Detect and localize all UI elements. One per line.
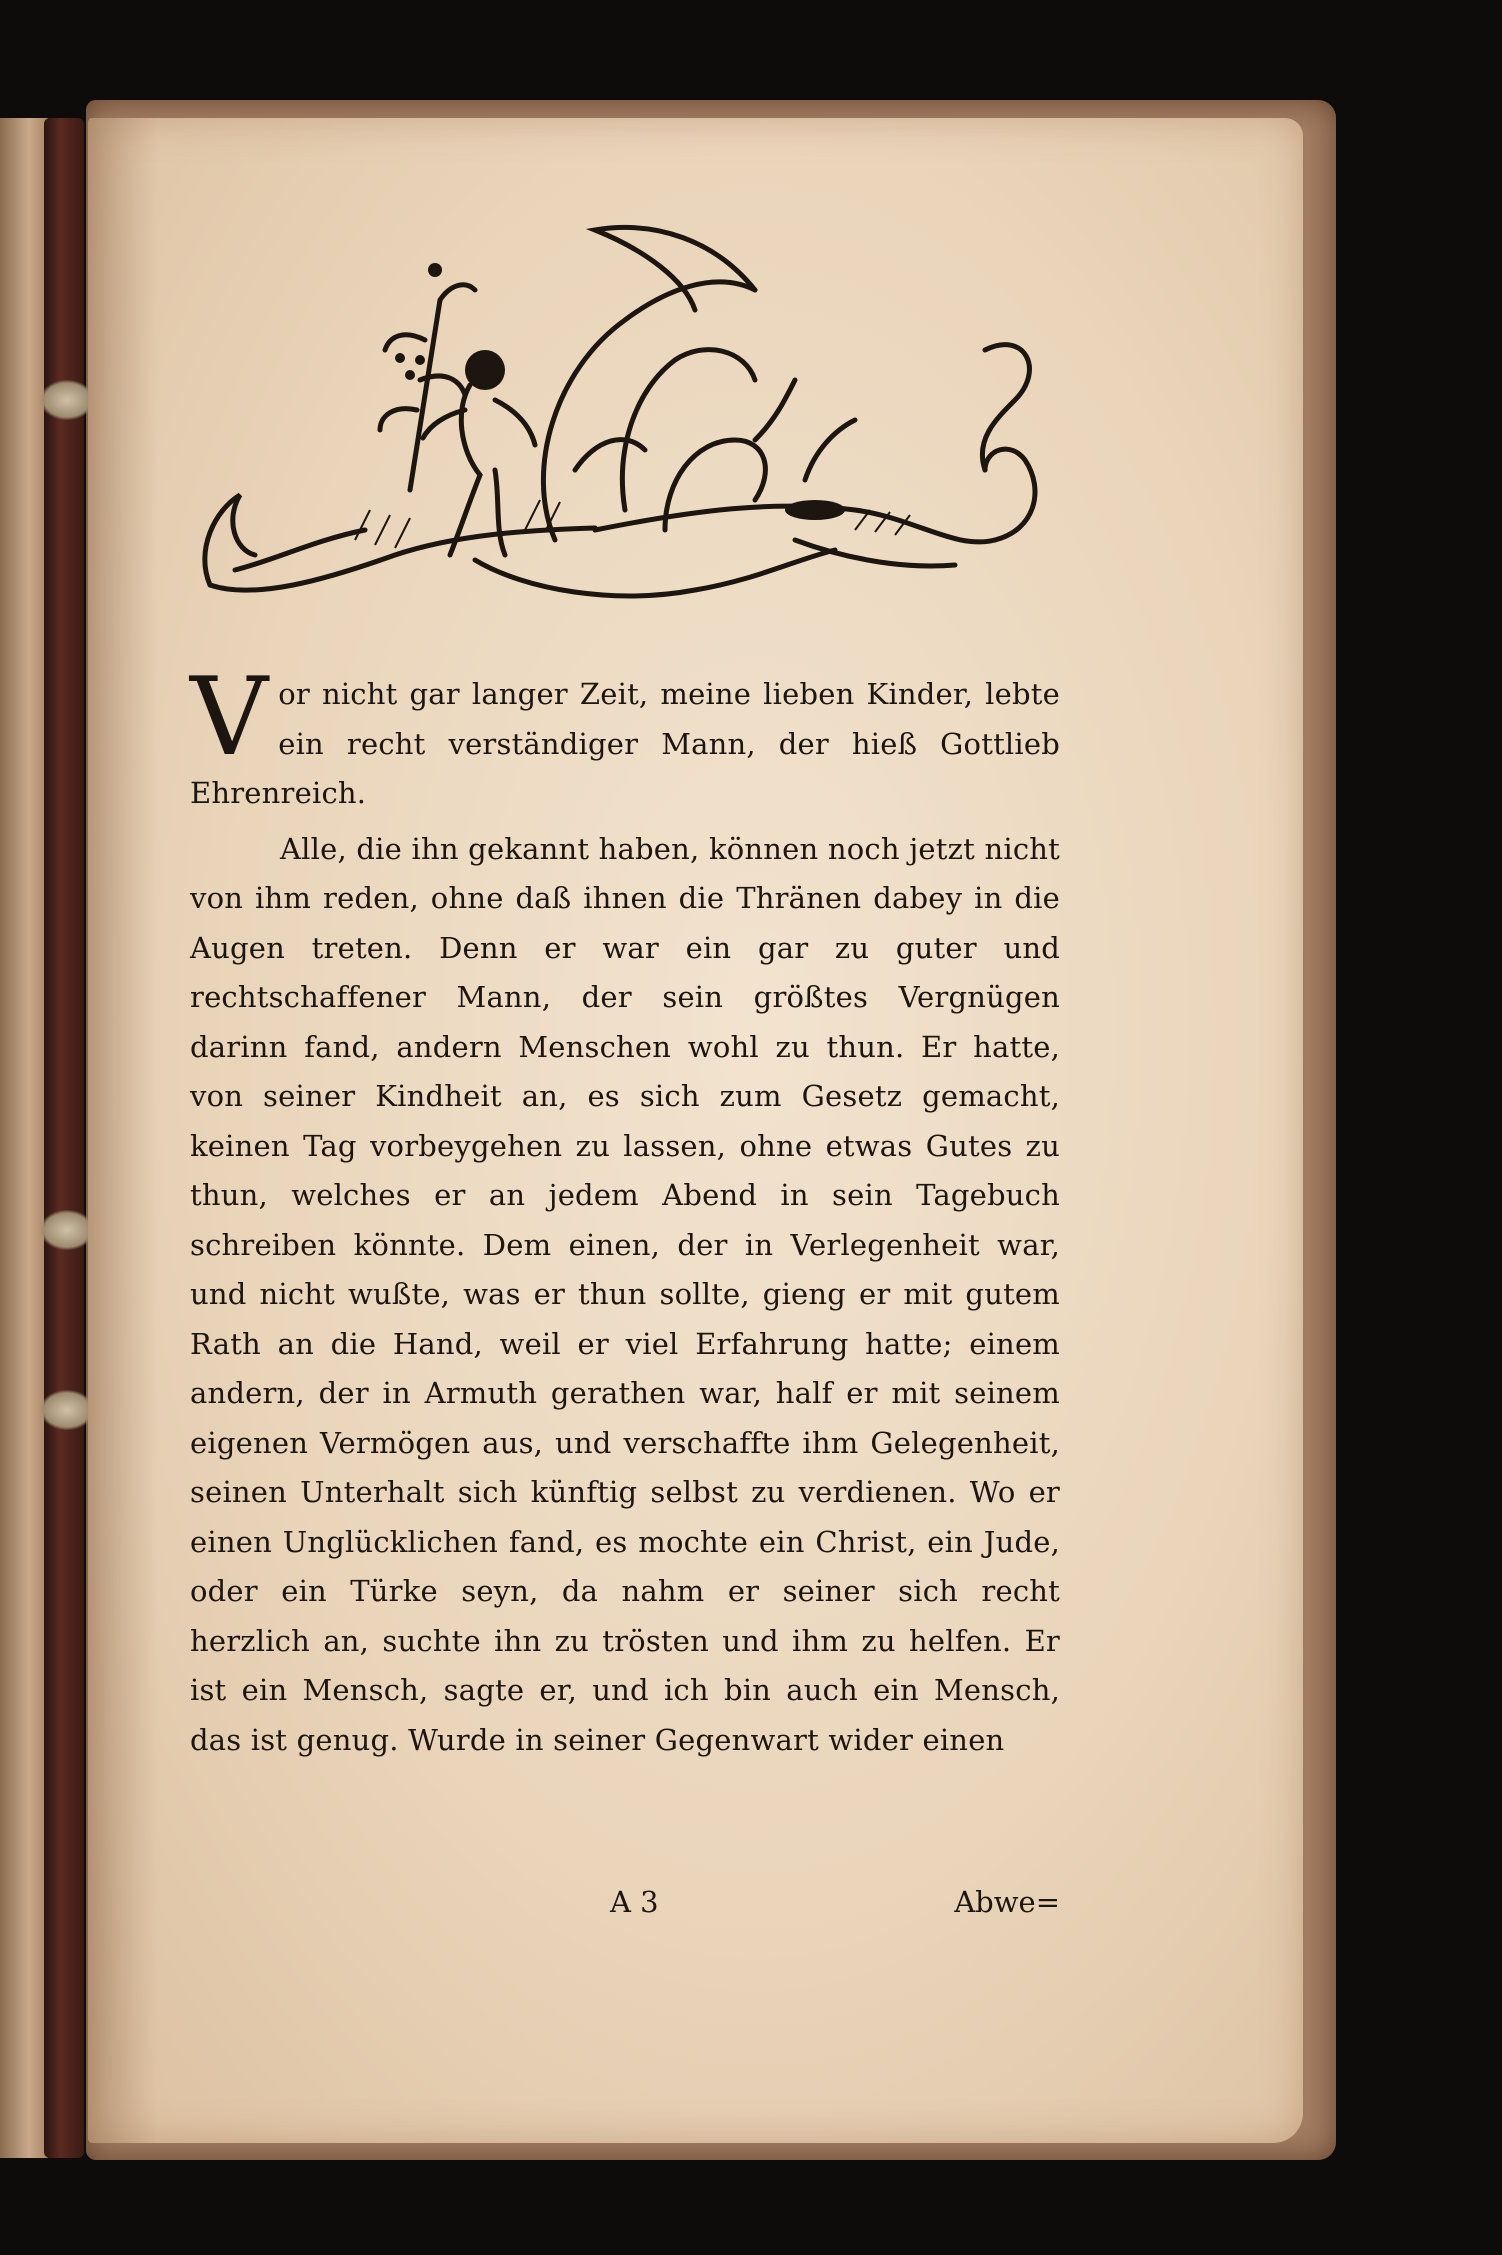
signature-mark: A 3 <box>610 1885 659 1919</box>
left-page-edge <box>0 118 48 2158</box>
ornament-vignette-icon <box>195 210 1065 610</box>
drop-cap: V <box>190 655 269 780</box>
binding-thread <box>40 380 94 420</box>
catchword: Abwe= <box>954 1885 1060 1919</box>
gutter-shadow <box>88 118 158 2143</box>
page-footer <box>190 1885 1060 1935</box>
paragraph-main: Alle, die ihn gekannt haben, können noch jetzt nicht von ihm reden, ohne daß ihnen die Thränen dabey in die Augen treten. Denn er war ein gar zu guter und rechtschaffener Mann, der sein größtes Vergnügen darinn fand, andern Menschen wohl zu thun. Er hatte, von seiner Kindheit an, es sich zum Gesetz gemacht, keinen Tag vorbeygehen zu lassen, ohne etwas Gutes zu thun, welches er an jedem Abend in sein Tagebuch schreiben könnte. Dem einen, der in Verlegenheit war, und nicht wußte, was er thun sollte, gieng er mit gutem Rath an die Hand, weil er viel Erfahrung hatte; einem andern, der in Armuth gerathen war, half er mit seinem eigenen Vermögen aus, und verschaffte ihm Gelegenheit, seinen Unterhalt sich künftig selbst zu verdienen. Wo er einen Unglücklichen fand, es mochte ein Christ, ein Jude, oder ein Türke seyn, da nahm er seiner sich recht herzlich an, suchte ihn zu trösten und ihm zu helfen. Er ist ein Mensch, sagte er, und ich bin auch ein Mensch, das ist genug. Wurde in seiner Gegenwart wider einen <box>190 831 1060 1757</box>
body-text <box>190 655 1060 1765</box>
opening-text: or nicht gar langer Zeit, meine lieben Kinder, lebte ein recht verständiger Mann, der hieß Gottlieb Ehrenreich. <box>190 677 1060 810</box>
book-spine <box>44 118 84 2158</box>
binding-thread <box>40 1390 94 1430</box>
binding-thread <box>40 1210 94 1250</box>
paragraph-opening <box>190 655 1060 819</box>
